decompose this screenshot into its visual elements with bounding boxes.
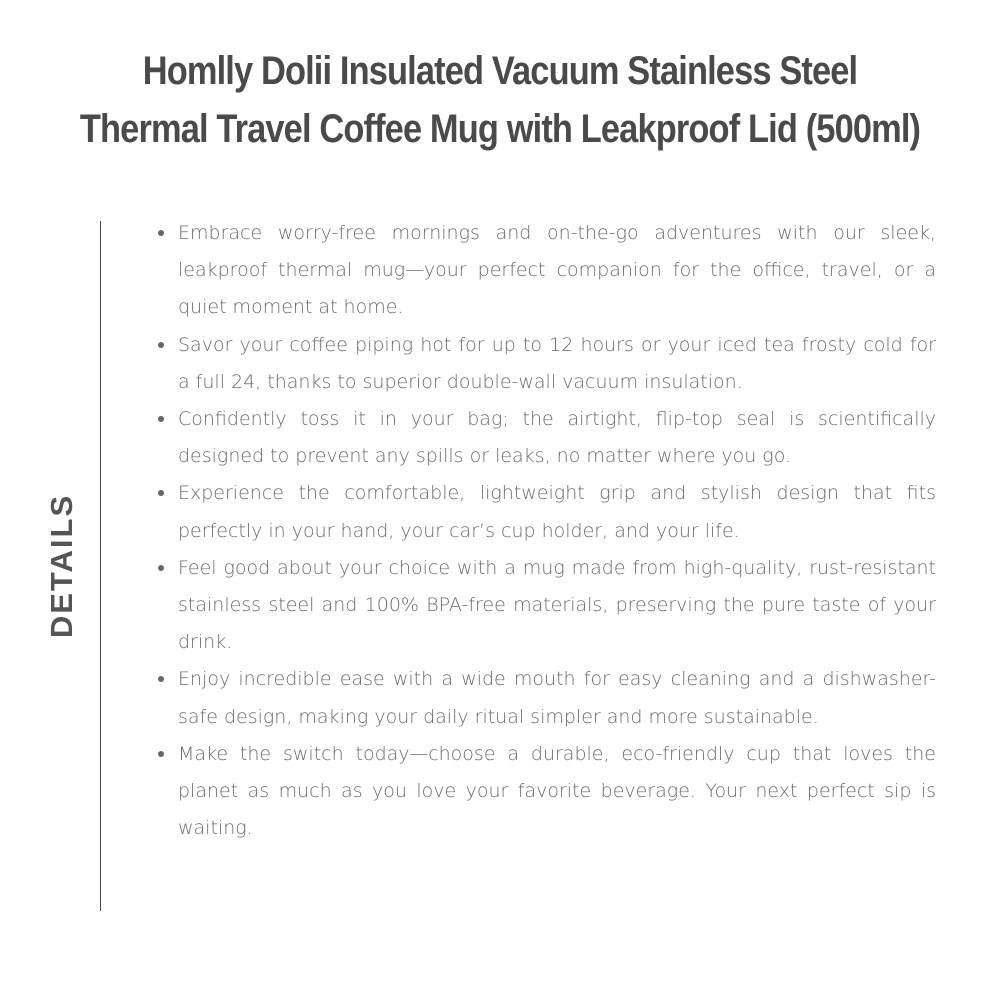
details-list [178, 215, 936, 847]
product-title: Homlly Dolii Insulated Vacuum Stainless Steel Thermal Travel Coffee Mug with Leakproof Lid (500ml) [79, 49, 921, 151]
detail-item: Experience the comfortable, lightweight grip and stylish design that fits perfectly in your hand, your car’s cup holder, and your life. [178, 475, 936, 549]
detail-item: Savor your coffee piping hot for up to 12 hours or your iced tea frosty cold for a full 24, thanks to superior double-wall vacuum insulation. [178, 327, 936, 401]
detail-item: Enjoy incredible ease with a wide mouth for easy cleaning and a dishwasher-safe design, making your daily ritual simpler and more sustainable. [178, 661, 936, 735]
detail-item: Embrace worry-free mornings and on-the-go adventures with our sleek, leakproof thermal mug—your perfect companion for the office, travel, or a quiet moment at home. [178, 215, 936, 327]
vertical-divider [100, 221, 101, 911]
detail-item: Make the switch today—choose a durable, eco-friendly cup that loves the planet as much as you love your favorite beverage. Your next perfect sip is waiting. [178, 736, 936, 848]
detail-item: Feel good about your choice with a mug made from high-quality, rust-resistant stainless steel and 100% BPA-free materials, preserving the pure taste of your drink. [178, 550, 936, 662]
details-section-label: DETAILS [44, 493, 79, 639]
detail-item: Confidently toss it in your bag; the airtight, flip-top seal is scientifically designed to prevent any spills or leaks, no matter where you go. [178, 401, 936, 475]
